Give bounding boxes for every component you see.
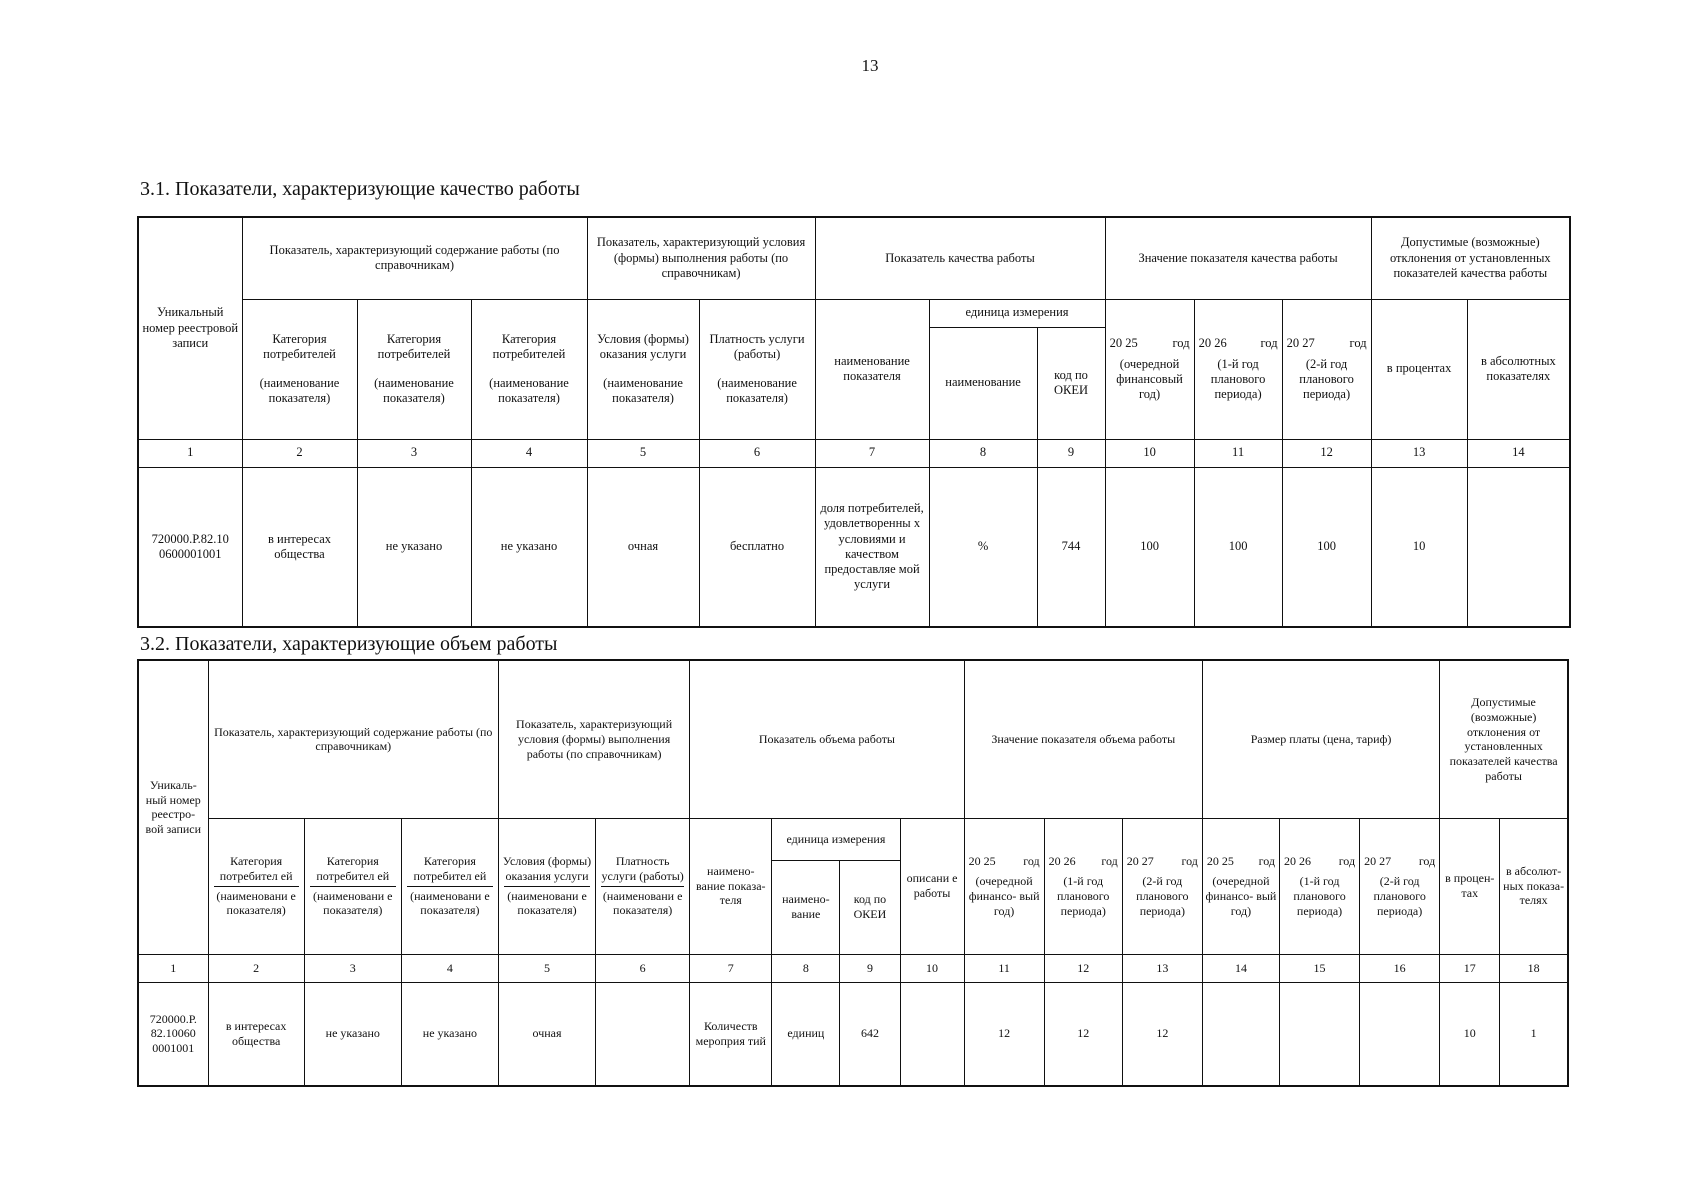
col-number: 8: [772, 954, 840, 982]
cell-category-2: не указано: [304, 982, 401, 1086]
header-okei: код по ОКЕИ: [840, 860, 900, 954]
col-number: 12: [1044, 954, 1122, 982]
header-unit-group: единица измерения: [772, 818, 900, 860]
col-number: 10: [900, 954, 964, 982]
header-percent: в процентах: [1371, 299, 1467, 439]
header-unit-group: единица измерения: [929, 299, 1105, 327]
header-content-group: Показатель, характеризующий содержание работы (по справочникам): [242, 217, 587, 299]
quality-table: [137, 216, 1571, 628]
col-number: 14: [1202, 954, 1279, 982]
header-value-group: Значение показателя качества работы: [1105, 217, 1371, 299]
col-number: 15: [1279, 954, 1359, 982]
cell-category-1: в интересах общества: [242, 467, 357, 627]
header-fee-2025: 20 25 год (очередной финансо- вый год): [1202, 818, 1279, 954]
header-volume-group: Показатель объема работы: [690, 660, 964, 818]
cell-absolute: 1: [1500, 982, 1568, 1086]
cell-absolute: [1467, 467, 1570, 627]
cell-conditions: очная: [587, 467, 699, 627]
cell-okei: 744: [1037, 467, 1105, 627]
header-payment: Платность услуги (работы) (наименовани е показателя): [596, 818, 690, 954]
header-category-3: Категория потребителей (наименование показателя): [471, 299, 587, 439]
header-conditions-group: Показатель, характеризующий условия (формы) выполнения работы (по справочникам): [587, 217, 815, 299]
cell-unique-number: 720000.Р. 82.10060 0001001: [138, 982, 208, 1086]
col-number: 1: [138, 439, 242, 467]
header-category-1: Категория потребителей (наименование показателя): [242, 299, 357, 439]
volume-table: [137, 659, 1569, 1087]
header-conditions: Условия (формы) оказания услуги (наименование показателя): [587, 299, 699, 439]
col-number: 17: [1440, 954, 1500, 982]
header-payment: Платность услуги (работы) (наименование показателя): [699, 299, 815, 439]
cell-category-3: не указано: [471, 467, 587, 627]
cell-value-2025: 100: [1105, 467, 1194, 627]
col-number: 18: [1500, 954, 1568, 982]
header-category-2: Категория потребителей (наименование показателя): [357, 299, 471, 439]
cell-category-2: не указано: [357, 467, 471, 627]
col-number: 7: [815, 439, 929, 467]
cell-unit-name: %: [929, 467, 1037, 627]
header-deviation-group: Допустимые (возможные) отклонения от установленных показателей качества работы: [1440, 660, 1568, 818]
cell-category-1: в интересах общества: [208, 982, 304, 1086]
col-number: 10: [1105, 439, 1194, 467]
col-number: 14: [1467, 439, 1570, 467]
section-title-volume: 3.2. Показатели, характеризующие объем работы: [140, 633, 558, 655]
header-indicator-name: наимено- вание показа- теля: [690, 818, 772, 954]
header-deviation-group: Допустимые (возможные) отклонения от установленных показателей качества работы: [1371, 217, 1570, 299]
cell-percent: 10: [1440, 982, 1500, 1086]
col-number: 9: [1037, 439, 1105, 467]
header-unit-name: наименование: [929, 327, 1037, 439]
header-absolute: в абсолютных показателях: [1467, 299, 1570, 439]
header-absolute: в абсолют- ных показа- телях: [1500, 818, 1568, 954]
col-number: 3: [304, 954, 401, 982]
header-fee-2027: 20 27 год (2-й год планового периода): [1360, 818, 1440, 954]
col-number: 16: [1360, 954, 1440, 982]
header-fee-group: Размер платы (цена, тариф): [1202, 660, 1439, 818]
col-number: 12: [1282, 439, 1371, 467]
header-conditions: Условия (формы) оказания услуги (наименовани е показателя): [498, 818, 595, 954]
header-unique-number: Уникальный номер реестровой записи: [138, 217, 242, 439]
header-okei: код по ОКЕИ: [1037, 327, 1105, 439]
header-value-group: Значение показателя объема работы: [964, 660, 1202, 818]
header-year-2027: 20 27 год (2-й год планового периода): [1282, 299, 1371, 439]
header-category-2: Категория потребител ей (наименовани е показателя): [304, 818, 401, 954]
cell-work-description: [900, 982, 964, 1086]
col-number: 11: [1194, 439, 1282, 467]
cell-value-2027: 12: [1122, 982, 1202, 1086]
cell-percent: 10: [1371, 467, 1467, 627]
col-number: 11: [964, 954, 1044, 982]
col-number: 2: [208, 954, 304, 982]
col-number: 13: [1371, 439, 1467, 467]
cell-okei: 642: [840, 982, 900, 1086]
section-title-quality: 3.1. Показатели, характеризующие качество работы: [140, 178, 580, 200]
table-row: [138, 982, 1568, 1086]
cell-conditions: очная: [498, 982, 595, 1086]
cell-payment: бесплатно: [699, 467, 815, 627]
header-work-description: описани е работы: [900, 818, 964, 954]
header-value-2026: 20 26 год (1-й год планового периода): [1044, 818, 1122, 954]
cell-payment: [596, 982, 690, 1086]
header-category-1: Категория потребител ей (наименовани е показателя): [208, 818, 304, 954]
col-number: 5: [587, 439, 699, 467]
cell-fee-2027: [1360, 982, 1440, 1086]
header-value-2027: 20 27 год (2-й год планового периода): [1122, 818, 1202, 954]
col-number: 13: [1122, 954, 1202, 982]
cell-unit-name: единиц: [772, 982, 840, 1086]
cell-fee-2026: [1279, 982, 1359, 1086]
col-number: 2: [242, 439, 357, 467]
col-number: 9: [840, 954, 900, 982]
cell-value-2026: 100: [1194, 467, 1282, 627]
header-category-3: Категория потребител ей (наименовани е показателя): [401, 818, 498, 954]
header-conditions-group: Показатель, характеризующий условия (формы) выполнения работы (по справочникам): [498, 660, 689, 818]
cell-value-2027: 100: [1282, 467, 1371, 627]
col-number: 4: [471, 439, 587, 467]
header-year-2025: 20 25 год (очередной финансовый год): [1105, 299, 1194, 439]
header-fee-2026: 20 26 год (1-й год планового периода): [1279, 818, 1359, 954]
cell-indicator-name: Количеств мероприя тий: [690, 982, 772, 1086]
col-number: 6: [699, 439, 815, 467]
header-unit-name: наимено- вание: [772, 860, 840, 954]
cell-fee-2025: [1202, 982, 1279, 1086]
cell-category-3: не указано: [401, 982, 498, 1086]
col-number: 6: [596, 954, 690, 982]
col-number: 1: [138, 954, 208, 982]
header-unique-number: Уникаль- ный номер реестро- вой записи: [138, 660, 208, 954]
header-value-2025: 20 25 год (очередной финансо- вый год): [964, 818, 1044, 954]
col-number: 5: [498, 954, 595, 982]
col-number: 8: [929, 439, 1037, 467]
col-number: 3: [357, 439, 471, 467]
header-year-2026: 20 26 год (1-й год планового периода): [1194, 299, 1282, 439]
col-number: 4: [401, 954, 498, 982]
page-number: 13: [861, 56, 879, 75]
cell-unique-number: 720000.Р.82.10 0600001001: [138, 467, 242, 627]
header-content-group: Показатель, характеризующий содержание работы (по справочникам): [208, 660, 498, 818]
header-indicator-name: наименование показателя: [815, 299, 929, 439]
col-number: 7: [690, 954, 772, 982]
cell-indicator-name: доля потребителей, удовлетворенны х условиями и качеством предоставляе мой услуги: [815, 467, 929, 627]
header-percent: в процен- тах: [1440, 818, 1500, 954]
table-row: [138, 467, 1570, 627]
cell-value-2026: 12: [1044, 982, 1122, 1086]
header-quality-group: Показатель качества работы: [815, 217, 1105, 299]
cell-value-2025: 12: [964, 982, 1044, 1086]
